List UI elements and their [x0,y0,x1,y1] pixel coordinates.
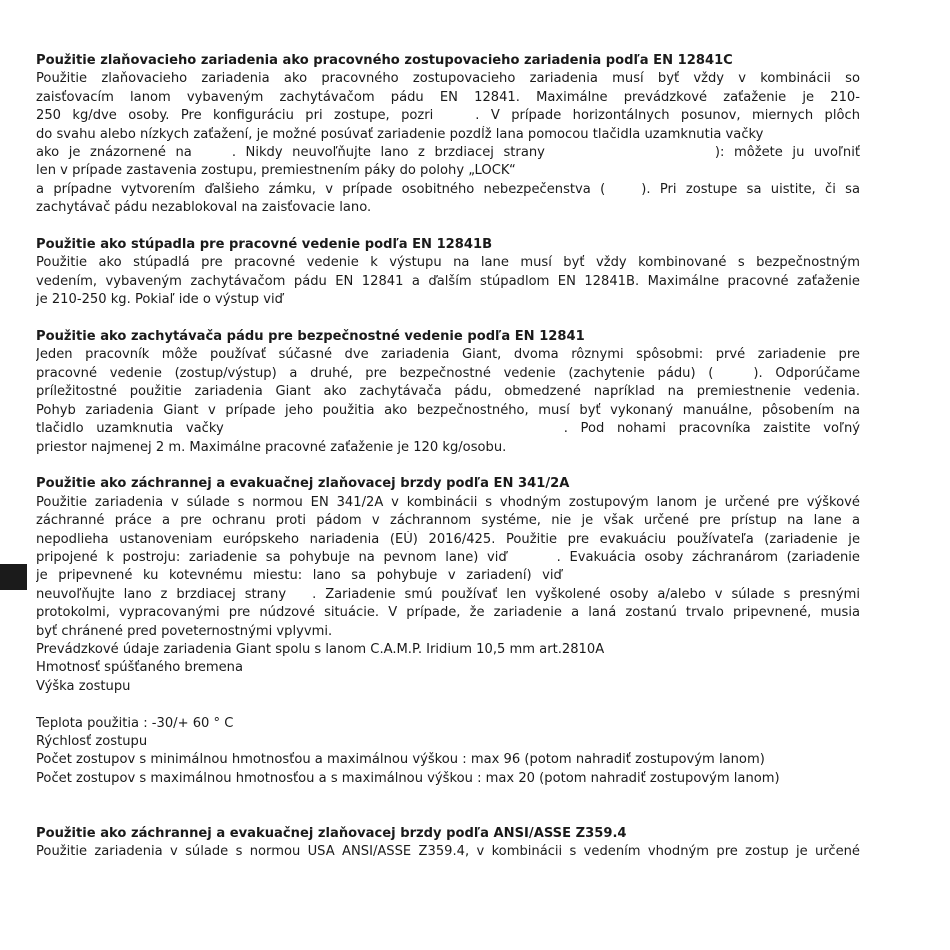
text-line: je pripevnené ku kotevnému miestu: lano sa pohybuje v zariadení) viď [36,568,562,584]
spec-line: Teplota použitia : -30/+ 60 ° C [36,715,234,731]
text-line: len v prípade zastavenia zostupu, premiestnením páky do polohy „LOCK“ [36,163,516,179]
section-en12841b [36,236,860,310]
text-line: Pohyb zariadenia Giant v prípade jeho použitia ako bezpečnostného, musí byť vykonaný manuálne, pôsobením na [36,402,860,418]
text-line: priestor najmenej 2 m. Maximálne pracovné zaťaženie je 120 kg/osobu. [36,439,507,455]
section-heading: Použitie ako stúpadla pre pracovné vedenie podľa EN 12841B [36,237,493,253]
text-line: Jeden pracovník môže používať súčasné dve zariadenia Giant, dvoma rôznymi spôsobmi: prvé zariadenie pre [36,347,860,363]
text-line: je 210-250 kg. Pokiaľ ide o výstup viď [36,292,283,308]
text-line: 250 kg/dve osoby. Pre konfiguráciu pri zostupe, pozri . V prípade horizontálnych posunov, miernych plôch [36,108,860,124]
spec-line: Výška zostupu [36,678,131,694]
section-heading: Použitie ako záchrannej a evakuačnej zlaňovacej brzdy podľa EN 341/2A [36,476,570,492]
text-line: zaisťovacím lanom vybaveným zachytávačom pádu EN 12841. Maximálne prevádzkové zaťaženie je 210- [36,89,860,105]
text-line: ako je znázornené na . Nikdy neuvoľňujte lano z brzdiacej strany ): môžete ju uvoľniť [36,145,860,161]
section-en341-2a [36,475,860,788]
spec-spacer [36,696,860,714]
spec-line: Počet zostupov s minimálnou hmotnosťou a maximálnou výškou : max 96 (potom nahradiť zostupovým lanom) [36,752,765,768]
spec-line: Rýchlosť zostupu [36,733,148,749]
text-line: Použitie zariadenia v súlade s normou EN 341/2A v kombinácii s vhodným zostupovým lanom je určené pre výškové [36,494,860,510]
text-line: pracovné vedenie (zostup/výstup) a druhé, pre bezpečnostné vedenie (zachytenie pádu) ( ). Odporúčame [36,365,860,381]
text-line: príležitostné použitie zariadenia Giant ako zachytávača pádu, obmedzené napríklad na premiestnenie vedenia. [36,384,860,400]
section-heading: Použitie zlaňovacieho zariadenia ako pracovného zostupovacieho zariadenia podľa EN 12841C [36,53,733,68]
text-line: zachytávač pádu nezablokoval na zaisťovacie lano. [36,200,372,216]
text-line: tlačidlo uzamknutia vačky . Pod nohami pracovníka zaistite voľný [36,421,860,437]
text-line: a prípadne vytvorením ďalšieho zámku, v prípade osobitného nebezpečenstva ( ). Pri zostupe sa uistite, či sa [36,181,860,197]
text-line: pripojené k postroju: zariadenie sa pohybuje na pevnom lane) viď . Evakuácia osoby záchranárom (zariadenie [36,549,860,565]
text-line: Použitie zlaňovacieho zariadenia ako pracovného zostupovacieho zariadenia musí byť vždy v kombinácii so [36,71,860,87]
text-line: Použitie ako stúpadlá pre pracovné vedenie k výstupu na lane musí byť vždy kombinované s bezpečnostným [36,255,860,271]
text-line: do svahu alebo nízkych zaťažení, je možné posúvať zariadenie pozdĺž lana pomocou tlačidla uzamknutia vačky [36,126,764,142]
text-line: Použitie zariadenia v súlade s normou USA ANSI/ASSE Z359.4, v kombinácii s vedením vhodným pre zostup je určené [36,844,860,860]
specs-intro: Prevádzkové údaje zariadenia Giant spolu s lanom C.A.M.P. Iridium 10,5 mm art.2810A [36,641,605,657]
document-page [36,52,860,862]
section-ansi-z359-4 [36,825,860,862]
section-heading: Použitie ako zachytávača pádu pre bezpečnostné vedenie podľa EN 12841 [36,329,585,345]
spec-line: Hmotnosť spúšťaného bremena [36,660,244,676]
text-line: záchranné práce a pre ochranu proti pádom v záchrannom systéme, nie je však určené pre prístup na lane a [36,513,860,529]
spec-line: Počet zostupov s maximálnou hmotnosťou a s maximálnou výškou : max 20 (potom nahradiť zostupovým lanom) [36,770,780,786]
page-edge-tab-marker [0,564,27,590]
text-line: vedením, vybaveným zachytávačom pádu EN 12841 a ďalším stúpadlom EN 12841B. Maximálne pracovné zaťaženie [36,273,860,289]
text-line: nepodlieha ustanoveniam európskeho nariadenia (EÚ) 2016/425. Použitie pre evakuáciu používateľa (zariadenie je [36,531,860,547]
text-line: protokolmi, vypracovanými pre núdzové situácie. V prípade, že zariadenie a laná zostanú trvalo pripevnené, musia [36,605,860,621]
text-line: byť chránené pred poveternostnými vplyvmi. [36,623,333,639]
section-en12841 [36,328,860,457]
section-heading: Použitie ako záchrannej a evakuačnej zlaňovacej brzdy podľa ANSI/ASSE Z359.4 [36,825,627,841]
section-en12841c [36,52,860,218]
text-line: neuvoľňujte lano z brzdiacej strany . Zariadenie smú používať len vyškolené osoby a/alebo v súlade s presnými [36,586,860,602]
